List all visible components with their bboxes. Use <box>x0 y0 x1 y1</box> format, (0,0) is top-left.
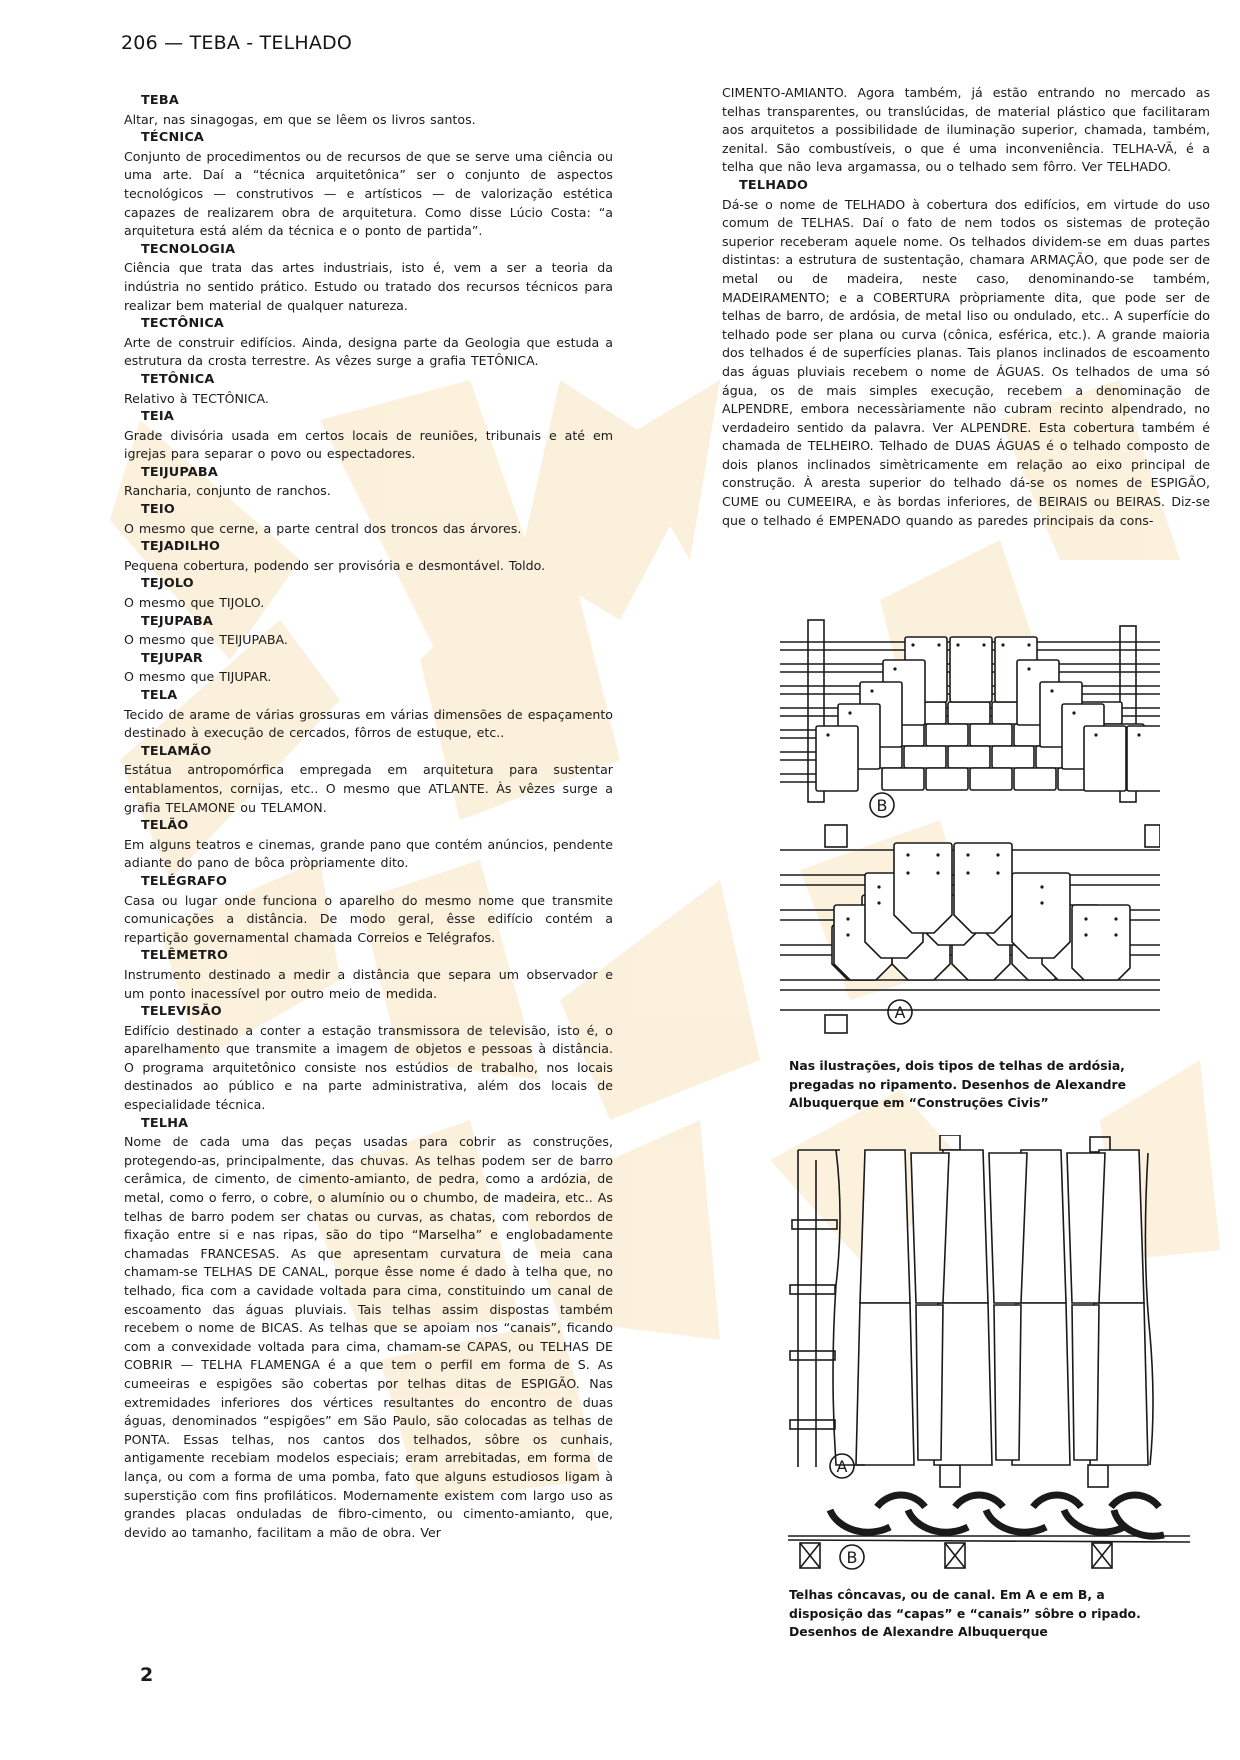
nail-dot <box>1072 711 1075 714</box>
entry-term: TEIJUPABA <box>141 464 218 480</box>
nail-dot <box>1027 667 1030 670</box>
entry <box>124 464 613 501</box>
slate-tile <box>1084 726 1126 791</box>
nail-dot <box>1050 689 1053 692</box>
nail-dot <box>1084 917 1087 920</box>
slate-drawing-a <box>780 825 1160 1033</box>
entry-term: TEIO <box>141 502 175 518</box>
canal-tile <box>856 1303 914 1465</box>
canal-drawing-b <box>788 1495 1190 1569</box>
entry-definition: Nome de cada uma das peças usadas para cobrir as construções, protegendo-as, principalmente, das chuvas. As telhas podem ser de barro cerâmica, de cimento, de cimento-amianto, de pedra, como a ardózia, de metal, como o ferro, o cobre, o alumínio ou o chumbo, de madeira, etc.. As telhas de barro podem ser chatas ou curvas, as chatas, com rebordos de fixação entre si e nas ripas, são do tipo “Marselha” e englobadamente chamadas FRANCESAS. As que apresentam curvatura de meia cana chamam-se TELHAS DE CANAL, porque êsse nome é dado à telha que, no telhado, fica com a cavidade voltada para cima, constituindo um canal de escoamento das águas pluviais. Tais telhas assim dispostas também recebem o nome de BICAS. As telhas que se apoiam nos “canais”, ficando com a convexidade voltada para cima, chamam-se CAPAS, ou TELHAS DE COBRIR — TELHA FLAMENGA é a que tem o perfil em forma de S. As cumeeiras e espigões são cobertas por telhas ditas de ESPIGÃO. Nas extremidades inferiores dos vértices resultantes do encontro de duas águas, denominados “espigões” em São Paulo, são colocadas as telhas de PONTA. Essas telhas, nos cantos dos telhados, sôbre os cunhais, antigamente recebiam modelos especiais; eram arrebitadas, em forma de lança, ou com a forma de uma pomba, fato que alguns estudiosos ligam à superstição com fins profiláticos. Modernamente existem com largo uso as grandes placas onduladas de fibro-cimento, ou cimento-amianto, que, devido ao tamanho, facilitam a mão de obra. Ver <box>124 1134 613 1540</box>
left-column <box>124 92 613 1542</box>
slate-tile <box>926 724 968 746</box>
nail-dot <box>936 853 939 856</box>
figure-label-b: B <box>846 1548 858 1567</box>
entry-term: TELEVISÃO <box>141 1004 222 1020</box>
page-header <box>121 32 352 54</box>
slate-tile <box>992 746 1034 768</box>
nail-dot <box>1114 933 1117 936</box>
entry-definition: Rancharia, conjunto de ranchos. <box>124 483 331 499</box>
entry-definition: Relativo à TECTÔNICA. <box>124 390 269 406</box>
slate-tile <box>894 843 952 933</box>
nail-dot <box>966 871 969 874</box>
canal-drawing-a <box>790 1135 1153 1487</box>
cover-tile <box>989 1153 1027 1303</box>
cover-arc <box>955 1495 1003 1507</box>
entry <box>124 371 613 408</box>
nail-dot <box>846 933 849 936</box>
entry-definition: O mesmo que TIJOLO. <box>124 595 265 611</box>
canal-arc <box>1114 1510 1164 1536</box>
nail-dot <box>1094 733 1097 736</box>
entry-definition: Tecido de arame de várias grossuras em várias dimensões de espaçamento destinado à execução de cercados, fôrros de estuque, etc.. <box>124 706 613 741</box>
entry-term: TEBA <box>141 93 179 108</box>
slate-tile <box>1072 905 1130 980</box>
nail-dot <box>848 711 851 714</box>
slate-tile <box>1012 873 1070 958</box>
entry <box>124 687 613 743</box>
nail-dot <box>906 871 909 874</box>
nail-dot <box>877 901 880 904</box>
nail-dot <box>982 643 985 646</box>
entry-definition: O mesmo que TIJUPAR. <box>124 669 272 685</box>
entry-definition: Edifício destinado a conter a estação transmissora de televisão, isto é, o aparelhamento que transmite a imagem de objetos e pessoas à distância. O programa arquitetônico consiste nos estúdios de trabalho, nos locais destinados ao público e na parte administrativa, além dos locais de especialidade técnica. <box>124 1022 613 1113</box>
slate-tile <box>950 637 992 702</box>
continued-definition: CIMENTO-AMIANTO. Agora também, já estão entrando no mercado as telhas transparentes, ou translúcidas, de material plástico que facilitaram aos arquitetos a possibilidade de iluminação superior, chamada, também, zenital. São combustíveis, o que é uma inconveniência. TELHA-VÃ, é a telha que não leva argamassa, ou o telhado sem fôrro. Ver TELHADO. <box>722 85 1210 175</box>
entry-term: TÉCNICA <box>141 130 205 146</box>
cover-arc <box>1111 1495 1159 1507</box>
entry-term: TELAMÃO <box>141 743 212 759</box>
entry-definition: Grade divisória usada em certos locais de reuniões, tribunais e até em igrejas para separar o povo ou espectadores. <box>124 427 613 462</box>
entry-definition: O mesmo que TEIJUPABA. <box>124 632 288 648</box>
slate-tile <box>1127 726 1160 791</box>
nail-dot <box>1114 917 1117 920</box>
nail-dot <box>996 853 999 856</box>
entry <box>124 873 613 947</box>
header-dash: — <box>164 32 184 54</box>
canal-arc <box>830 1510 890 1532</box>
nail-dot <box>996 871 999 874</box>
slate-tile <box>904 746 946 768</box>
slate-tile <box>970 768 1012 790</box>
nail-dot <box>877 885 880 888</box>
slate-tile <box>954 843 1012 933</box>
entry <box>124 92 613 129</box>
entry-definition: Casa ou lugar onde funciona o aparelho do mesmo nome que transmite comunicações a distância. De modo geral, êsse edifício contém a repartição governamental chamada Correios e Telégrafos. <box>124 892 613 945</box>
entry-term: TECNOLOGIA <box>141 241 236 257</box>
entry <box>124 575 613 612</box>
nail-dot <box>1084 933 1087 936</box>
entry <box>124 129 613 241</box>
entry-term: TELÊMETRO <box>141 948 229 964</box>
figure-label-a: A <box>894 1003 906 1022</box>
cover-tile <box>911 1153 949 1303</box>
entry <box>124 947 613 1003</box>
nail-dot <box>1040 901 1043 904</box>
slate-tiles-figure <box>770 600 1160 1050</box>
canal-arc <box>986 1510 1046 1532</box>
entry-definition: Pequena cobertura, podendo ser provisória e desmontável. Toldo. <box>124 557 546 573</box>
right-column <box>722 84 1210 530</box>
entry <box>124 1115 613 1543</box>
entry <box>124 538 613 575</box>
slate-tile <box>882 768 924 790</box>
entry-term: TELHADO <box>739 177 809 193</box>
entry-term: TECTÔNICA <box>141 316 225 332</box>
nail-dot <box>1137 733 1140 736</box>
nail-dot <box>956 643 959 646</box>
canal-tile <box>860 1150 910 1303</box>
entry <box>124 650 613 687</box>
slate-tile <box>1014 768 1056 790</box>
entry-definition: Em alguns teatros e cinemas, grande pano que contém anúncios, pendente adiante do pano de bôca pròpriamente dito. <box>124 836 613 871</box>
nail-dot <box>870 689 873 692</box>
cover-tile <box>1067 1153 1105 1303</box>
header-range: TEBA - TELHADO <box>189 32 353 54</box>
page-footer-marker: 2 <box>140 1664 154 1686</box>
entry <box>124 315 613 371</box>
slate-drawing-b <box>780 620 1160 817</box>
entry-definition: Dá-se o nome de TELHADO à cobertura dos edifícios, em virtude do uso comum de TELHAS. Daí o fato de nem todos os sistemas de proteção superior receberam aquele nome. Os telhados dividem-se em duas partes distintas: a estrutura de sustentação, chamara ARMAÇÃO, que pode ser de metal ou de madeira, neste caso, denominando-se também, MADEIRAMENTO; e a COBERTURA pròpriamente dita, que pode ser de telhas de barro, de ardósia, de metal liso ou ondulado, etc.. A superfície do telhado pode ser plana ou curva (cônica, esférica, etc.). A grande maioria dos telhados é de superfícies planas. Tais planos inclinados de escoamento das águas pluviais recebem o nome de ÁGUAS. Os telhados de uma só água, os de mais simples execução, recebem a denominação de ALPENDRE, embora necessàriamente não cubram recinto alpendrado, no verdadeiro sentido da palavra. Ver ALPENDRE. Esta cobertura também é chamada de TELHEIRO. Telhado de DUAS ÁGUAS é o telhado composto de dois planos inclinados simètricamente em relação ao eixo principal de construção. À aresta superior do telhado dá-se os nomes de ESPIGÃO, CUME ou CUMEEIRA, e às bordas inferiores, de BEIRAIS ou BEIRAS. Diz-se que o telhado é EMPENADO quando as paredes principais da cons- <box>722 196 1210 528</box>
entry <box>124 743 613 817</box>
entry <box>722 177 1210 530</box>
slate-tile <box>816 726 858 791</box>
entry-term: TELHA <box>141 1115 189 1131</box>
entry-definition: Conjunto de procedimentos ou de recursos de que se serve uma ciência ou uma arte. Daí a “técnica arquitetônica” ser o conjunto de aspectos tecnológicos — construtivos — e artísticos — de valorização estética capazes de realizarem obra de arquitetura. Como disse Lúcio Costa: “a arquitetura está além da técnica e o ponto de partida”. <box>124 148 613 239</box>
entry-definition: Estátua antropomórfica empregada em arquitetura para sustentar entablamentos, cornijas, etc.. O mesmo que ATLANTE. Às vêzes surge a grafia TELAMONE ou TELAMON. <box>124 762 613 815</box>
entry-definition: Altar, nas sinagogas, em que se lêem os livros santos. <box>124 111 476 127</box>
entry-term: TEJUPABA <box>141 613 213 629</box>
cover-arc <box>877 1495 925 1507</box>
entry-definition: O mesmo que cerne, a parte central dos troncos das árvores. <box>124 520 522 536</box>
slate-tile <box>948 746 990 768</box>
entry-term: TEJADILHO <box>141 539 221 555</box>
entry-definition: Arte de construir edifícios. Ainda, designa parte da Geologia que estuda a estrutura da crosta terrestre. As vêzes surge a grafia TETÔNICA. <box>124 334 613 369</box>
nail-dot <box>846 917 849 920</box>
cover-arc <box>1033 1495 1081 1507</box>
nail-dot <box>1027 643 1030 646</box>
nail-dot <box>826 733 829 736</box>
nail-dot <box>937 643 940 646</box>
entry <box>124 501 613 538</box>
slate-tile <box>926 768 968 790</box>
nail-dot <box>936 871 939 874</box>
canal-arc <box>908 1510 968 1532</box>
entry-term: TEJUPAR <box>141 650 203 666</box>
nail-dot <box>1001 643 1004 646</box>
nail-dot <box>966 853 969 856</box>
entry-term: TETÔNICA <box>141 371 215 387</box>
nail-dot <box>906 853 909 856</box>
entry-definition: Instrumento destinado a medir a distância que separa um observador e um ponto inacessível por outro meio de medida. <box>124 966 613 1001</box>
entry-definition: Ciência que trata das artes industriais, isto é, vem a ser a teoria da indústria no sentido prático. Estudo ou tratado dos recursos técnicos para realizar bem material de qualquer natureza. <box>124 260 613 313</box>
entry-term: TEJOLO <box>141 576 194 592</box>
cover-tile <box>916 1305 943 1460</box>
entry <box>124 241 613 315</box>
figure-caption-slate: Nas ilustrações, dois tipos de telhas de ardósia, pregadas no ripamento. Desenhos de Alexandre Albuquerque em “Construções Civis” <box>789 1058 1127 1110</box>
entry <box>124 408 613 464</box>
figure-label-b: B <box>876 796 888 815</box>
slate-tile <box>970 724 1012 746</box>
entry <box>124 1003 613 1115</box>
figure-label-a: A <box>836 1457 848 1476</box>
canal-tiles-figure <box>770 1135 1190 1570</box>
slate-tile <box>948 702 990 724</box>
entry-term: TEIA <box>141 409 174 425</box>
nail-dot <box>1040 885 1043 888</box>
entry <box>124 817 613 873</box>
cover-tile <box>994 1305 1021 1460</box>
entry-term: TELÉGRAFO <box>141 873 228 889</box>
page-number: 206 <box>121 32 158 54</box>
entry-term: TELA <box>141 688 178 703</box>
figure-caption-canal: Telhas côncavas, ou de canal. Em A e em B, a disposição das “capas” e “canais” sôbre o ripado. Desenhos de Alexandre Albuquerque <box>789 1587 1141 1639</box>
entry-term: TELÃO <box>141 818 189 834</box>
entry <box>124 613 613 650</box>
cover-tile <box>1072 1305 1099 1460</box>
nail-dot <box>911 643 914 646</box>
nail-dot <box>893 667 896 670</box>
